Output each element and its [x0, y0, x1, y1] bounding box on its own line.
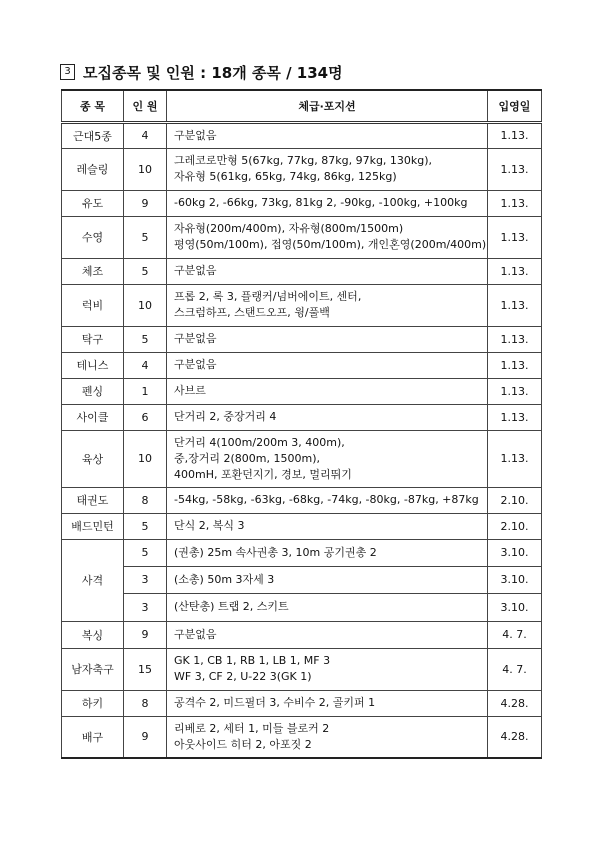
table-row — [62, 258, 542, 284]
date-cell: 1.13. — [488, 352, 542, 378]
count-cell: 1 — [124, 378, 167, 404]
detail-cell — [167, 122, 488, 148]
sport-cell: 복싱 — [62, 621, 124, 648]
sport-cell: 유도 — [62, 190, 124, 216]
detail-line: 구분없음 — [174, 128, 217, 142]
detail-line: 단식 2, 복식 3 — [174, 519, 245, 532]
count-cell: 9 — [124, 621, 167, 648]
date-cell: 4.28. — [488, 716, 542, 758]
count-cell: 8 — [124, 690, 167, 716]
count-cell: 5 — [124, 539, 167, 566]
table-row — [62, 190, 542, 216]
header-date: 입영일 — [488, 90, 542, 122]
detail-cell — [167, 566, 488, 593]
detail-line: 그레코로만형 5(67kg, 77kg, 87kg, 97kg, 130kg), — [174, 154, 433, 167]
count-cell: 5 — [124, 326, 167, 352]
count-cell: 6 — [124, 404, 167, 430]
date-cell: 2.10. — [488, 487, 542, 513]
table-row — [62, 621, 542, 648]
date-cell: 1.13. — [488, 190, 542, 216]
date-cell: 1.13. — [488, 430, 542, 487]
table-row — [62, 648, 542, 690]
date-cell: 1.13. — [488, 404, 542, 430]
detail-line: 프롭 2, 록 3, 플랭커/넘버에이트, 센터, — [174, 290, 362, 303]
detail-cell — [167, 378, 488, 404]
sport-cell: 체조 — [62, 258, 124, 284]
table-row — [62, 352, 542, 378]
date-cell: 1.13. — [488, 284, 542, 326]
sport-cell: 수영 — [62, 216, 124, 258]
sport-cell: 태권도 — [62, 487, 124, 513]
date-cell: 3.10. — [488, 593, 542, 621]
detail-cell — [167, 621, 488, 648]
detail-cell — [167, 430, 488, 487]
detail-cell — [167, 648, 488, 690]
sport-cell: 사이클 — [62, 404, 124, 430]
table-row — [62, 566, 542, 593]
detail-cell — [167, 190, 488, 216]
sport-cell: 탁구 — [62, 326, 124, 352]
date-cell: 1.13. — [488, 258, 542, 284]
date-cell: 1.13. — [488, 378, 542, 404]
count-cell: 10 — [124, 284, 167, 326]
table-row — [62, 122, 542, 148]
table-row — [62, 593, 542, 621]
detail-line: GK 1, CB 1, RB 1, LB 1, MF 3 — [174, 654, 331, 667]
table-row — [62, 716, 542, 758]
detail-line: (소총) 50m 3자세 3 — [174, 572, 275, 586]
detail-line: 스크럼하프, 스탠드오프, 윙/풀백 — [174, 306, 330, 319]
count-cell: 8 — [124, 487, 167, 513]
sport-cell: 사격 — [62, 539, 124, 621]
detail-line: (권총) 25m 속사권총 3, 10m 공기권총 2 — [174, 545, 377, 559]
detail-line: 평영(50m/100m), 접영(50m/100m), 개인혼영(200m/400m) — [174, 238, 487, 251]
date-cell: 4.28. — [488, 690, 542, 716]
detail-cell — [167, 716, 488, 758]
sport-cell: 배구 — [62, 716, 124, 758]
detail-cell — [167, 487, 488, 513]
count-cell: 5 — [124, 258, 167, 284]
detail-line: 단거리 2, 중장거리 4 — [174, 410, 277, 423]
sport-cell: 테니스 — [62, 352, 124, 378]
detail-cell — [167, 326, 488, 352]
table-row — [62, 539, 542, 566]
detail-line: 구분없음 — [174, 358, 217, 371]
detail-line: 400mH, 포환던지기, 경보, 멀리뛰기 — [174, 467, 352, 481]
sport-cell: 펜싱 — [62, 378, 124, 404]
sport-cell: 배드민턴 — [62, 513, 124, 539]
detail-line: 구분없음 — [174, 332, 217, 345]
detail-line: -60kg 2, -66kg, 73kg, 81kg 2, -90kg, -100kg, +100kg — [174, 196, 468, 209]
detail-line: 자유형 5(61kg, 65kg, 74kg, 86kg, 125kg) — [174, 170, 397, 183]
date-cell: 2.10. — [488, 513, 542, 539]
sport-cell: 남자축구 — [62, 648, 124, 690]
detail-line: 아웃사이드 히터 2, 아포짓 2 — [174, 737, 312, 751]
sport-cell: 근대5종 — [62, 122, 124, 148]
detail-line: 단거리 4(100m/200m 3, 400m), — [174, 435, 345, 449]
count-cell: 10 — [124, 430, 167, 487]
date-cell: 4. 7. — [488, 648, 542, 690]
table-row — [62, 326, 542, 352]
date-cell: 4. 7. — [488, 621, 542, 648]
date-cell: 1.13. — [488, 122, 542, 148]
table-body — [62, 122, 542, 758]
detail-cell — [167, 404, 488, 430]
detail-line: 구분없음 — [174, 627, 217, 641]
header-count: 인 원 — [124, 90, 167, 122]
table-row — [62, 430, 542, 487]
table-row — [62, 404, 542, 430]
count-cell: 9 — [124, 190, 167, 216]
count-cell: 3 — [124, 593, 167, 621]
section-title: 모집종목 및 인원 : 18개 종목 / 134명 — [83, 63, 343, 82]
date-cell: 1.13. — [488, 216, 542, 258]
detail-line: 리베로 2, 세터 1, 미들 블로커 2 — [174, 721, 330, 735]
detail-line: (산탄총) 트랩 2, 스키트 — [174, 600, 289, 613]
detail-line: 공격수 2, 미드필더 3, 수비수 2, 골키퍼 1 — [174, 696, 376, 709]
date-cell: 3.10. — [488, 539, 542, 566]
table-row — [62, 378, 542, 404]
table-row — [62, 487, 542, 513]
table-row — [62, 690, 542, 716]
detail-line: 중,장거리 2(800m, 1500m), — [174, 451, 320, 465]
detail-line: 사브르 — [174, 384, 206, 397]
detail-cell — [167, 539, 488, 566]
count-cell: 5 — [124, 513, 167, 539]
detail-line: 구분없음 — [174, 264, 217, 277]
date-cell: 1.13. — [488, 326, 542, 352]
detail-cell — [167, 216, 488, 258]
count-cell: 4 — [124, 352, 167, 378]
detail-line: -54kg, -58kg, -63kg, -68kg, -74kg, -80kg, -87kg, +87kg — [174, 493, 479, 506]
count-cell: 5 — [124, 216, 167, 258]
date-cell: 1.13. — [488, 148, 542, 190]
sport-cell: 레슬링 — [62, 148, 124, 190]
detail-cell — [167, 690, 488, 716]
count-cell: 3 — [124, 566, 167, 593]
header-sport: 종 목 — [62, 90, 124, 122]
header-detail: 체급·포지션 — [167, 90, 488, 122]
section-heading — [60, 62, 343, 82]
count-cell: 10 — [124, 148, 167, 190]
count-cell: 15 — [124, 648, 167, 690]
sport-cell: 럭비 — [62, 284, 124, 326]
sport-cell: 하키 — [62, 690, 124, 716]
detail-cell — [167, 352, 488, 378]
detail-cell — [167, 258, 488, 284]
date-cell: 3.10. — [488, 566, 542, 593]
table-header-row — [62, 90, 542, 122]
sport-cell: 육상 — [62, 430, 124, 487]
table-row — [62, 148, 542, 190]
count-cell: 9 — [124, 716, 167, 758]
recruitment-table — [61, 89, 542, 759]
detail-cell — [167, 593, 488, 621]
table-row — [62, 513, 542, 539]
count-cell: 4 — [124, 122, 167, 148]
table-row — [62, 216, 542, 258]
detail-cell — [167, 284, 488, 326]
table-row — [62, 284, 542, 326]
detail-cell — [167, 513, 488, 539]
section-number-box: 3 — [60, 64, 75, 80]
detail-line: 자유형(200m/400m), 자유형(800m/1500m) — [174, 222, 404, 235]
detail-cell — [167, 148, 488, 190]
detail-line: WF 3, CF 2, U-22 3(GK 1) — [174, 670, 312, 683]
